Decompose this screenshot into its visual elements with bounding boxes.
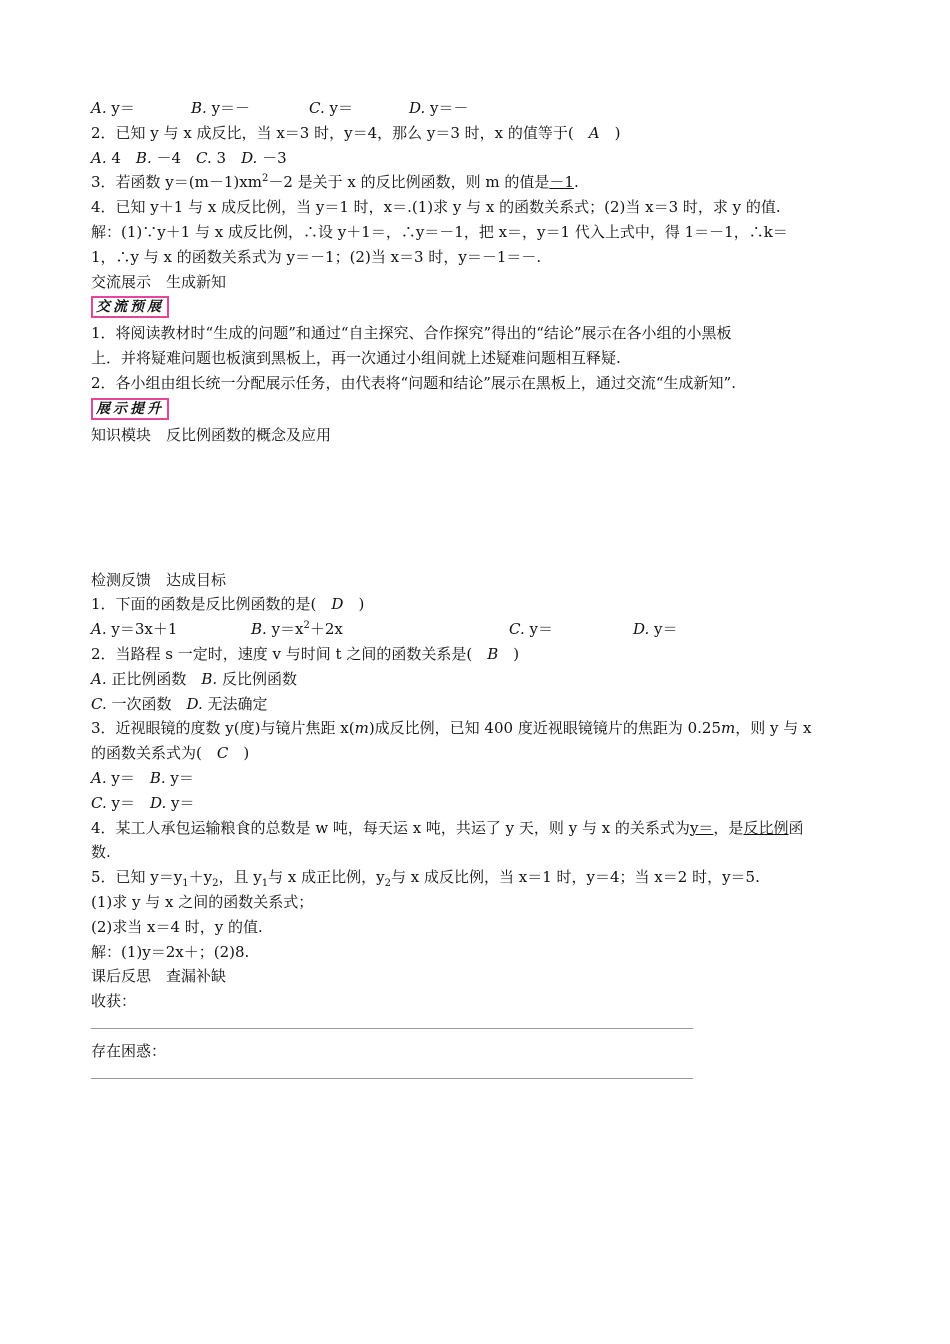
option-text: y＝－	[425, 99, 469, 117]
test-question-4-cont: 数.	[91, 843, 111, 862]
option-text: y＝3x＋1	[106, 620, 178, 639]
question-text: 2．已知 y 与 x 成反比，当 x＝3 时，y＝4，那么 y＝3 时，x 的值等于(	[91, 123, 589, 142]
option-text: 无法确定	[202, 694, 268, 713]
option-label: C.	[91, 694, 107, 713]
worksheet-page	[91, 96, 861, 1089]
test-question-3-options-2	[91, 791, 861, 816]
option-label: B.	[191, 99, 207, 117]
test-question-5-part-1: (1)求 y 与 x 之间的函数关系式；	[91, 892, 314, 911]
test-question-2-options-2	[91, 692, 861, 717]
option-label: A.	[91, 148, 107, 167]
test-question-2-options-1	[91, 667, 861, 692]
answer-blank: 反比例	[743, 818, 789, 837]
test-question-2	[91, 642, 861, 667]
option-label: D.	[409, 99, 426, 117]
question-text: －2 是关于 x 的反比例函数，则 m 的值是	[268, 173, 550, 192]
option-text: y＝	[106, 793, 150, 812]
option-label: A.	[91, 669, 107, 688]
question-text: 1．下面的函数是反比例函数的是(	[91, 595, 332, 614]
option-label: D.	[186, 694, 203, 713]
answer-blank: y＝	[689, 818, 714, 837]
question-text: )成反比例，已知 400 度近视眼镜镜片的焦距为 0.25	[368, 719, 721, 738]
answer: D	[331, 595, 344, 614]
subscript: 1	[261, 878, 269, 890]
exchange-item-1: 1．将阅读教材时“生成的问题”和通过“自主探究、合作探究”得出的“结论”展示在各小组的小黑板	[91, 324, 732, 343]
subscript: 2	[212, 878, 219, 890]
question-3	[91, 170, 861, 195]
option-label: B.	[149, 768, 166, 787]
option-label: B.	[251, 620, 267, 639]
question-text: ＋y	[188, 868, 213, 887]
option-label: A.	[91, 620, 107, 639]
blank-space	[91, 448, 861, 568]
question-text: 与 x 成反比例，当 x＝1 时，y＝4；当 x＝2 时，y＝5.	[390, 868, 760, 887]
option-label: A.	[91, 99, 107, 117]
option-text: y＝	[166, 793, 195, 812]
answer-blank: －1	[549, 173, 574, 192]
confusion-label: 存在困惑：	[91, 1041, 167, 1060]
test-question-4	[91, 816, 861, 841]
knowledge-module-heading: 知识模块 反比例函数的概念及应用	[91, 425, 332, 444]
question-text: 与 x 成正比例，y	[268, 868, 385, 887]
confusion-line[interactable]	[91, 1078, 693, 1079]
question-text: )	[498, 644, 520, 663]
option-label: A.	[91, 768, 107, 787]
question-text: 4．某工人承包运输粮食的总数是 w 吨，每天运 x 吨，共运了 y 天，则 y 与 x 的关系式为	[91, 818, 690, 837]
option-text: y＝	[106, 99, 135, 117]
test-question-1	[91, 592, 861, 617]
option-text: 正比例函数	[106, 669, 202, 688]
test-question-5-part-2: (2)求当 x＝4 时，y 的值.	[91, 917, 263, 936]
answer: B	[487, 644, 499, 663]
question-text: 5．已知 y＝y	[91, 868, 183, 887]
option-text: ＋2x	[309, 620, 343, 639]
question-text: 函	[788, 818, 804, 837]
question-text: )	[343, 595, 365, 614]
unit: m	[721, 719, 736, 738]
exchange-item-1-cont: 上．并将疑难问题也板演到黑板上，再一次通过小组间就上述疑难问题相互释疑.	[91, 349, 621, 368]
question-4: 4．已知 y＋1 与 x 成反比例，当 y＝1 时，x＝.(1)求 y 与 x 的函数关系式；(2)当 x＝3 时，求 y 的值.	[91, 198, 781, 217]
question-text: )	[599, 123, 621, 142]
unit: m	[354, 719, 369, 738]
option-label: C.	[509, 620, 525, 639]
answer: C	[216, 744, 229, 763]
gains-label: 收获：	[91, 992, 137, 1011]
question-text: )	[228, 744, 250, 763]
answer: A	[588, 123, 600, 142]
option-text: －4	[151, 148, 197, 167]
badge-preview: 交流预展	[91, 296, 169, 318]
question-4-solution-line-1: 解：(1)∵y＋1 与 x 成反比例，∴设 y＋1＝，∴y＝－1，把 x＝，y＝1 代入上式中，得 1＝－1，∴k＝	[91, 222, 788, 241]
option-text: 4	[106, 148, 136, 167]
option-label: C.	[91, 793, 107, 812]
option-text: y＝	[165, 768, 194, 787]
exponent: 2	[261, 173, 269, 185]
test-question-5	[91, 865, 861, 890]
option-label: B.	[201, 669, 218, 688]
question-text: 2．当路程 s 一定时，速度 v 与时间 t 之间的函数关系是(	[91, 644, 488, 663]
question-2-options	[91, 146, 861, 171]
option-text: y＝x	[266, 620, 304, 639]
option-label: B.	[135, 148, 152, 167]
question-text: ，且 y	[218, 868, 262, 887]
question-4-solution-line-2: 1，∴y 与 x 的函数关系式为 y＝－1；(2)当 x＝3 时，y＝－1＝－.	[91, 247, 542, 266]
test-question-1-options	[91, 617, 861, 642]
question-text: 3．若函数 y＝(m－1)xm	[91, 173, 262, 192]
question-text: .	[573, 173, 579, 192]
option-label: D.	[149, 793, 167, 812]
option-text: 3	[211, 148, 242, 167]
question-text: ，是	[713, 818, 744, 837]
test-question-3-options-1	[91, 766, 861, 791]
question-text: ，则 y 与 x	[735, 719, 812, 738]
option-label: C.	[196, 148, 212, 167]
option-label: C.	[309, 99, 325, 117]
option-label: D.	[633, 620, 650, 639]
test-question-5-solution: 解：(1)y＝2x＋；(2)8.	[91, 942, 250, 961]
gains-line[interactable]	[91, 1028, 693, 1029]
option-text: 反比例函数	[217, 669, 297, 688]
option-text: y＝	[324, 99, 353, 117]
test-question-3-line-1	[91, 716, 861, 741]
option-text: y＝	[106, 768, 150, 787]
exponent: 2	[303, 620, 310, 632]
option-text: －3	[257, 148, 287, 167]
section-heading-test: 检测反馈 达成目标	[91, 570, 227, 589]
subscript: 1	[182, 878, 189, 890]
section-heading-exchange: 交流展示 生成新知	[91, 272, 227, 291]
option-text: y＝	[524, 620, 553, 639]
option-text: y＝－	[206, 99, 251, 117]
question-text: 的函数关系式为(	[91, 744, 217, 763]
section-heading-reflect: 课后反思 查漏补缺	[91, 967, 227, 986]
test-question-3-line-2	[91, 741, 861, 766]
subscript: 2	[384, 878, 391, 890]
badge-show: 展示提升	[91, 398, 169, 420]
option-text: 一次函数	[106, 694, 187, 713]
option-label: D.	[241, 148, 258, 167]
question-text: 3．近视眼镜的度数 y(度)与镜片焦距 x(	[91, 719, 355, 738]
top-options-row	[91, 96, 861, 121]
exchange-item-2: 2．各小组由组长统一分配展示任务，由代表将“问题和结论”展示在黑板上，通过交流“生成新知”.	[91, 373, 736, 392]
question-2	[91, 121, 861, 146]
option-text: y＝	[649, 620, 678, 639]
